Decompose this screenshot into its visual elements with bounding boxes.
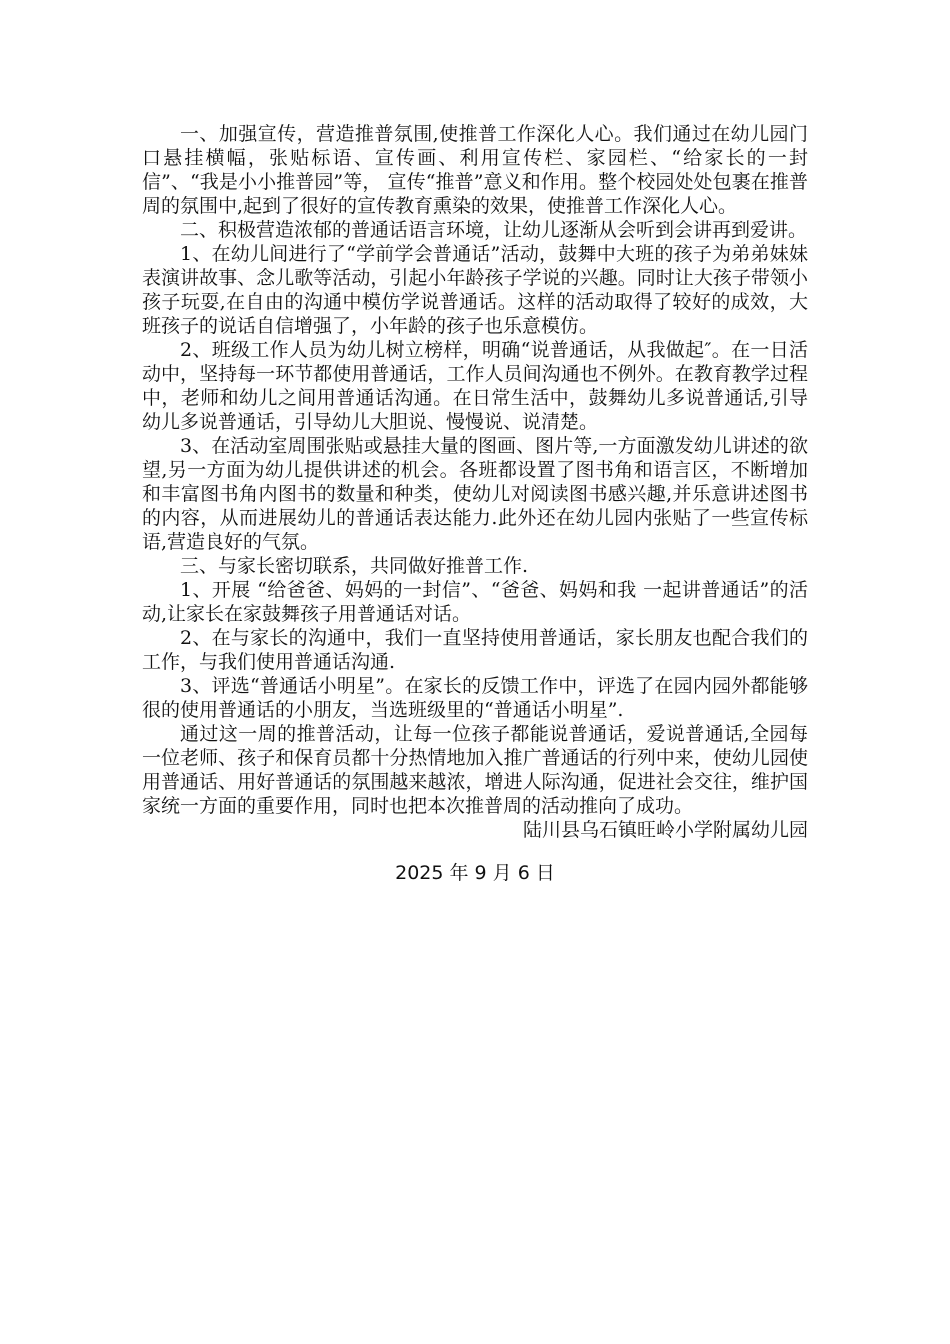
paragraph-9: 3、评选“普通话小明星”。在家长的反馈工作中，评选了在园内园外都能够很的使用普通话的小朋友，当选班级里的“普通话小明星”.: [142, 675, 808, 721]
signature-organization: 陆川县乌石镇旺岭小学附属幼儿园: [522, 819, 808, 841]
paragraph-5: 3、在活动室周围张贴或悬挂大量的图画、图片等,一方面激发幼儿讲述的欲望,另一方面为幼儿提供讲述的机会。各班都设置了图书角和语言区，不断增加和丰富图书角内图书的数量和种类，使幼儿对阅读图书感兴趣,并乐意讲述图书的内容，从而进展幼儿的普通话表达能力.此外还在幼儿园内张贴了一些宣传标语,营造良好的气氛。: [142, 435, 808, 553]
paragraph-1: 一、加强宣传，营造推普氛围,使推普工作深化人心。我们通过在幼儿园门口悬挂横幅，张贴标语、宣传画、利用宣传栏、家园栏、“给家长的一封信”、“我是小小推普园”等， 宣传“推普”意义和作用。整个校园处处包裹在推普周的氛围中,起到了很好的宣传教育熏染的效果，使推普工作深化人心。: [142, 123, 808, 217]
paragraph-6: 三、与家长密切联系，共同做好推普工作.: [180, 555, 529, 577]
paragraph-3: 1、在幼儿间进行了“学前学会普通话”活动，鼓舞中大班的孩子为弟弟妹妹表演讲故事、念儿歌等活动，引起小年龄孩子学说的兴趣。同时让大孩子带领小孩子玩耍,在自由的沟通中模仿学说普通话。这样的活动取得了较好的成效，大班孩子的说话自信增强了，小年龄的孩子也乐意模仿。: [142, 243, 808, 337]
paragraph-2: 二、积极营造浓郁的普通话语言环境，让幼儿逐渐从会听到会讲再到爱讲。: [180, 219, 808, 241]
paragraph-10: 通过这一周的推普活动，让每一位孩子都能说普通话，爱说普通话,全园每一位老师、孩子和保育员都十分热情地加入推广普通话的行列中来，使幼儿园使用普通话、用好普通话的氛围越来越浓，增进人际沟通，促进社会交往，维护国家统一方面的重要作用，同时也把本次推普周的活动推向了成功。: [142, 723, 808, 817]
paragraph-7: 1、开展 “给爸爸、妈妈的一封信”、“爸爸、妈妈和我 一起讲普通话”的活动,让家长在家鼓舞孩子用普通话对话。: [142, 579, 808, 625]
signature-date: 2025 年 9 月 6 日: [395, 862, 555, 884]
document-body: [142, 122, 808, 885]
paragraph-4: 2、班级工作人员为幼儿树立榜样，明确“说普通话，从我做起″。在一日活动中，坚持每一环节都使用普通话，工作人员间沟通也不例外。在教育教学过程中，老师和幼儿之间用普通话沟通。在日常生活中，鼓舞幼儿多说普通话,引导幼儿多说普通话，引导幼儿大胆说、慢慢说、说清楚。: [142, 339, 808, 433]
paragraph-8: 2、在与家长的沟通中，我们一直坚持使用普通话，家长朋友也配合我们的工作，与我们使用普通话沟通.: [142, 627, 808, 673]
